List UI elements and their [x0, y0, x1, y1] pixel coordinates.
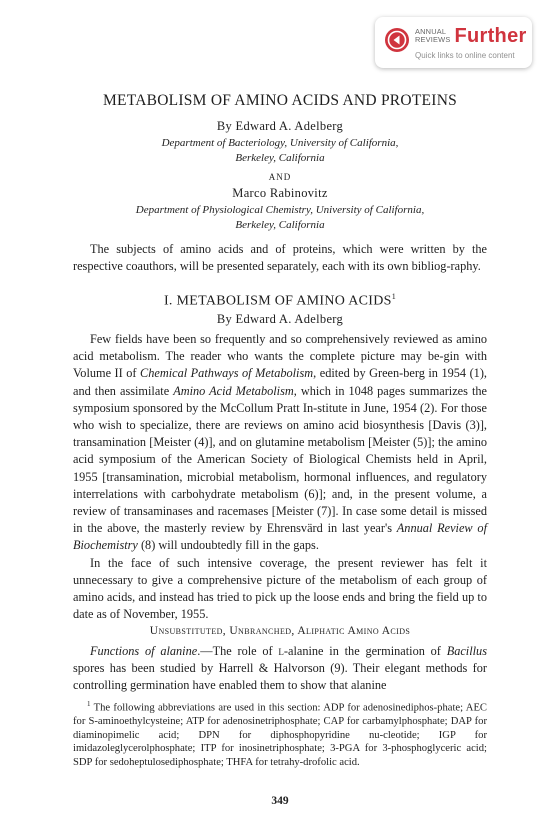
article-title: METABOLISM OF AMINO ACIDS AND PROTEINS [102, 92, 458, 109]
subsection-heading: Unsubstituted, Unbranched, Aliphatic Amino Acids [149, 625, 411, 637]
annual-reviews-further-badge[interactable] [375, 17, 532, 68]
badge-further: Further [454, 25, 527, 47]
section-author: By Edward A. Adelberg [216, 312, 344, 326]
affiliation-1-line-2: Berkeley, California [235, 152, 325, 164]
footnote: $^1$ The following abbreviations are used in this section: ADP for adenosinediphos-phate; AEC for S-aminoethylcysteine; ATP for adenosinetriphosphate; CAP for carbamylphosphate; DAP for diaminopimelic acid; DPN for diphosphopyridine nu-cleotide; IGP for imidazoleglycerolphosphate; ITP for inosinetriphosphate; 3-PGA for 3-phosphoglyceric acid; SDP for sedoheptulosediphosphate; THFA for tetrahy-drofolic acid. [73, 700, 487, 768]
section-heading: I. METABOLISM OF AMINO ACIDS$^1$ [163, 292, 397, 309]
author-1: By Edward A. Adelberg [216, 119, 344, 133]
affiliation-1-line-1: Department of Bacteriology, University of California, [161, 137, 399, 149]
body-text [73, 331, 487, 623]
paragraph-2: In the face of such intensive coverage, the present reviewer has felt it unnecessary to give a comprehensive picture of the metabolism of each group of amino acids, and instead has tried to pick up the loose ends and bring the field up to date as of November, 1955. [73, 555, 487, 622]
paragraph-1: Few fields have been so frequently and so comprehensively reviewed as amino acid metabolism. The reader who wants the complete picture may be-gin with Volume II of Chemical Pathways of Metabolism, edited by Green-berg in 1954 (1), and then assimilate Amino Acid Metabolism, which in 1048 pages summarizes the symposium sponsored by the McCollum Pratt In-stitute in June, 1954 (2). For those who wish to specialize, there are reviews on amino acid biosynthesis [Davis (3)], transamination [Meister (4)], and on glutamine metabolism [Meister (5)]; the amino acid symposium of the American Society of Biological Chemists held in April, 1955 [transamination, microbial metabolism, hormonal influences, and regulatory interrelations with carbohydrate metabolism (6)]; and, in the present volume, a review of transaminases and racemases [Meister (7)]. In case some detail is missed in the above, the masterly review by Ehrensvärd in last year's Annual Review of Biochemistry (8) will undoubtedly fill in the gaps. [73, 332, 487, 553]
badge-reviews: REVIEWS [415, 35, 451, 44]
intro-paragraph: The subjects of amino acids and of proteins, which were written by the respective coauthors, will be presented separately, each with its own bibliog-raphy. [73, 242, 487, 274]
badge-subtitle: Quick links to online content [415, 51, 515, 60]
page-number: 349 [271, 795, 289, 807]
badge-annual: ANNUAL [415, 27, 447, 36]
affiliation-2-line-2: Berkeley, California [235, 219, 325, 231]
and-separator: AND [268, 172, 292, 182]
affiliation-2-line-1: Department of Physiological Chemistry, University of California, [135, 204, 425, 216]
paragraph-3: Functions of alanine.—The role of l-alanine in the germination of Bacillus spores has been studied by Harrell & Halvorson (9). Their elegant methods for controlling germination have enabled them to show that alanine [73, 644, 487, 693]
annual-reviews-logo [415, 28, 450, 44]
author-2: Marco Rabinovitz [232, 186, 328, 200]
play-back-icon [384, 27, 410, 53]
body-text-2 [73, 643, 487, 695]
footnote-number: 1 [87, 700, 91, 708]
footnote-marker: 1 [391, 292, 397, 301]
